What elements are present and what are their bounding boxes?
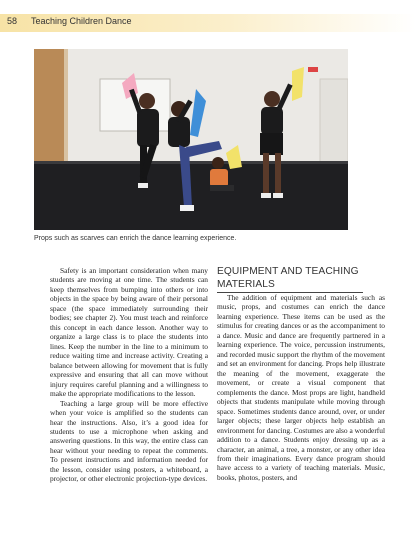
left-column	[50, 266, 208, 484]
page-number: 58	[7, 16, 18, 26]
paragraph-safety: Safety is an important consideration when many students are moving at one time. The students can keep themselves from bumping into others or into objects in the space by being aware of their personal space (the space immediately surrounding their bodies; see chapter 2). You must teach and reinforce this concept in each dance lesson. Another way to organize a large class is to place the students into lines. Keep the number in the line to a minimum to reduce waiting time and increase activity. Creating a balance between allowing for movement that is fully expressive and ensuring that all can move without injury requires careful planning and a willingness to make the appropriate modifications to the lesson.	[50, 266, 208, 399]
paragraph-equipment: The addition of equipment and materials such as music, props, and costumes can enrich the dance learning experience. These items can be used as the stimulus for creating dances or as the accompaniment to a dance. Music and dance are frequently partnered in a learning experience. The voice, percussion instruments, and recorded music support the rhythm of the movement and set an environment for dancing. Props help illustrate the meaning of the movement, exaggerate the movement, or create a visual component that complements the dance. Most props are light, handheld objects that students manipulate while moving through space. Sometimes students dance around, over, or under larger objects; these larger objects help establish an environment for dancing. Costumes are also a wonderful addition to a dance. Students enjoy dressing up as a character, an animal, a tree, a monster, or any other idea from their imaginations. Every dance program should have access to a variety of teaching materials. Music, books, photos, posters, and	[217, 293, 385, 482]
dance-class-photo	[34, 49, 348, 230]
right-column	[217, 293, 385, 482]
photo-illustration	[34, 49, 348, 230]
running-header	[0, 14, 416, 32]
running-head-title: Teaching Children Dance	[31, 16, 132, 26]
photo-caption: Props such as scarves can enrich the dance learning experience.	[34, 235, 237, 242]
section-heading: EQUIPMENT AND TEACHING MATERIALS	[217, 266, 359, 290]
paragraph-large-group: Teaching a large group will be more effective when your voice is amplified so the students can hear the instructions. Also, it’s a good idea for students to use a microphone when asking and answering questions. In this way, the entire class can hear without your needing to repeat the comments. To present instructions and information needed for the lesson, consider using posters, a whiteboard, a projector, or other electronic projection-type devices.	[50, 398, 208, 484]
